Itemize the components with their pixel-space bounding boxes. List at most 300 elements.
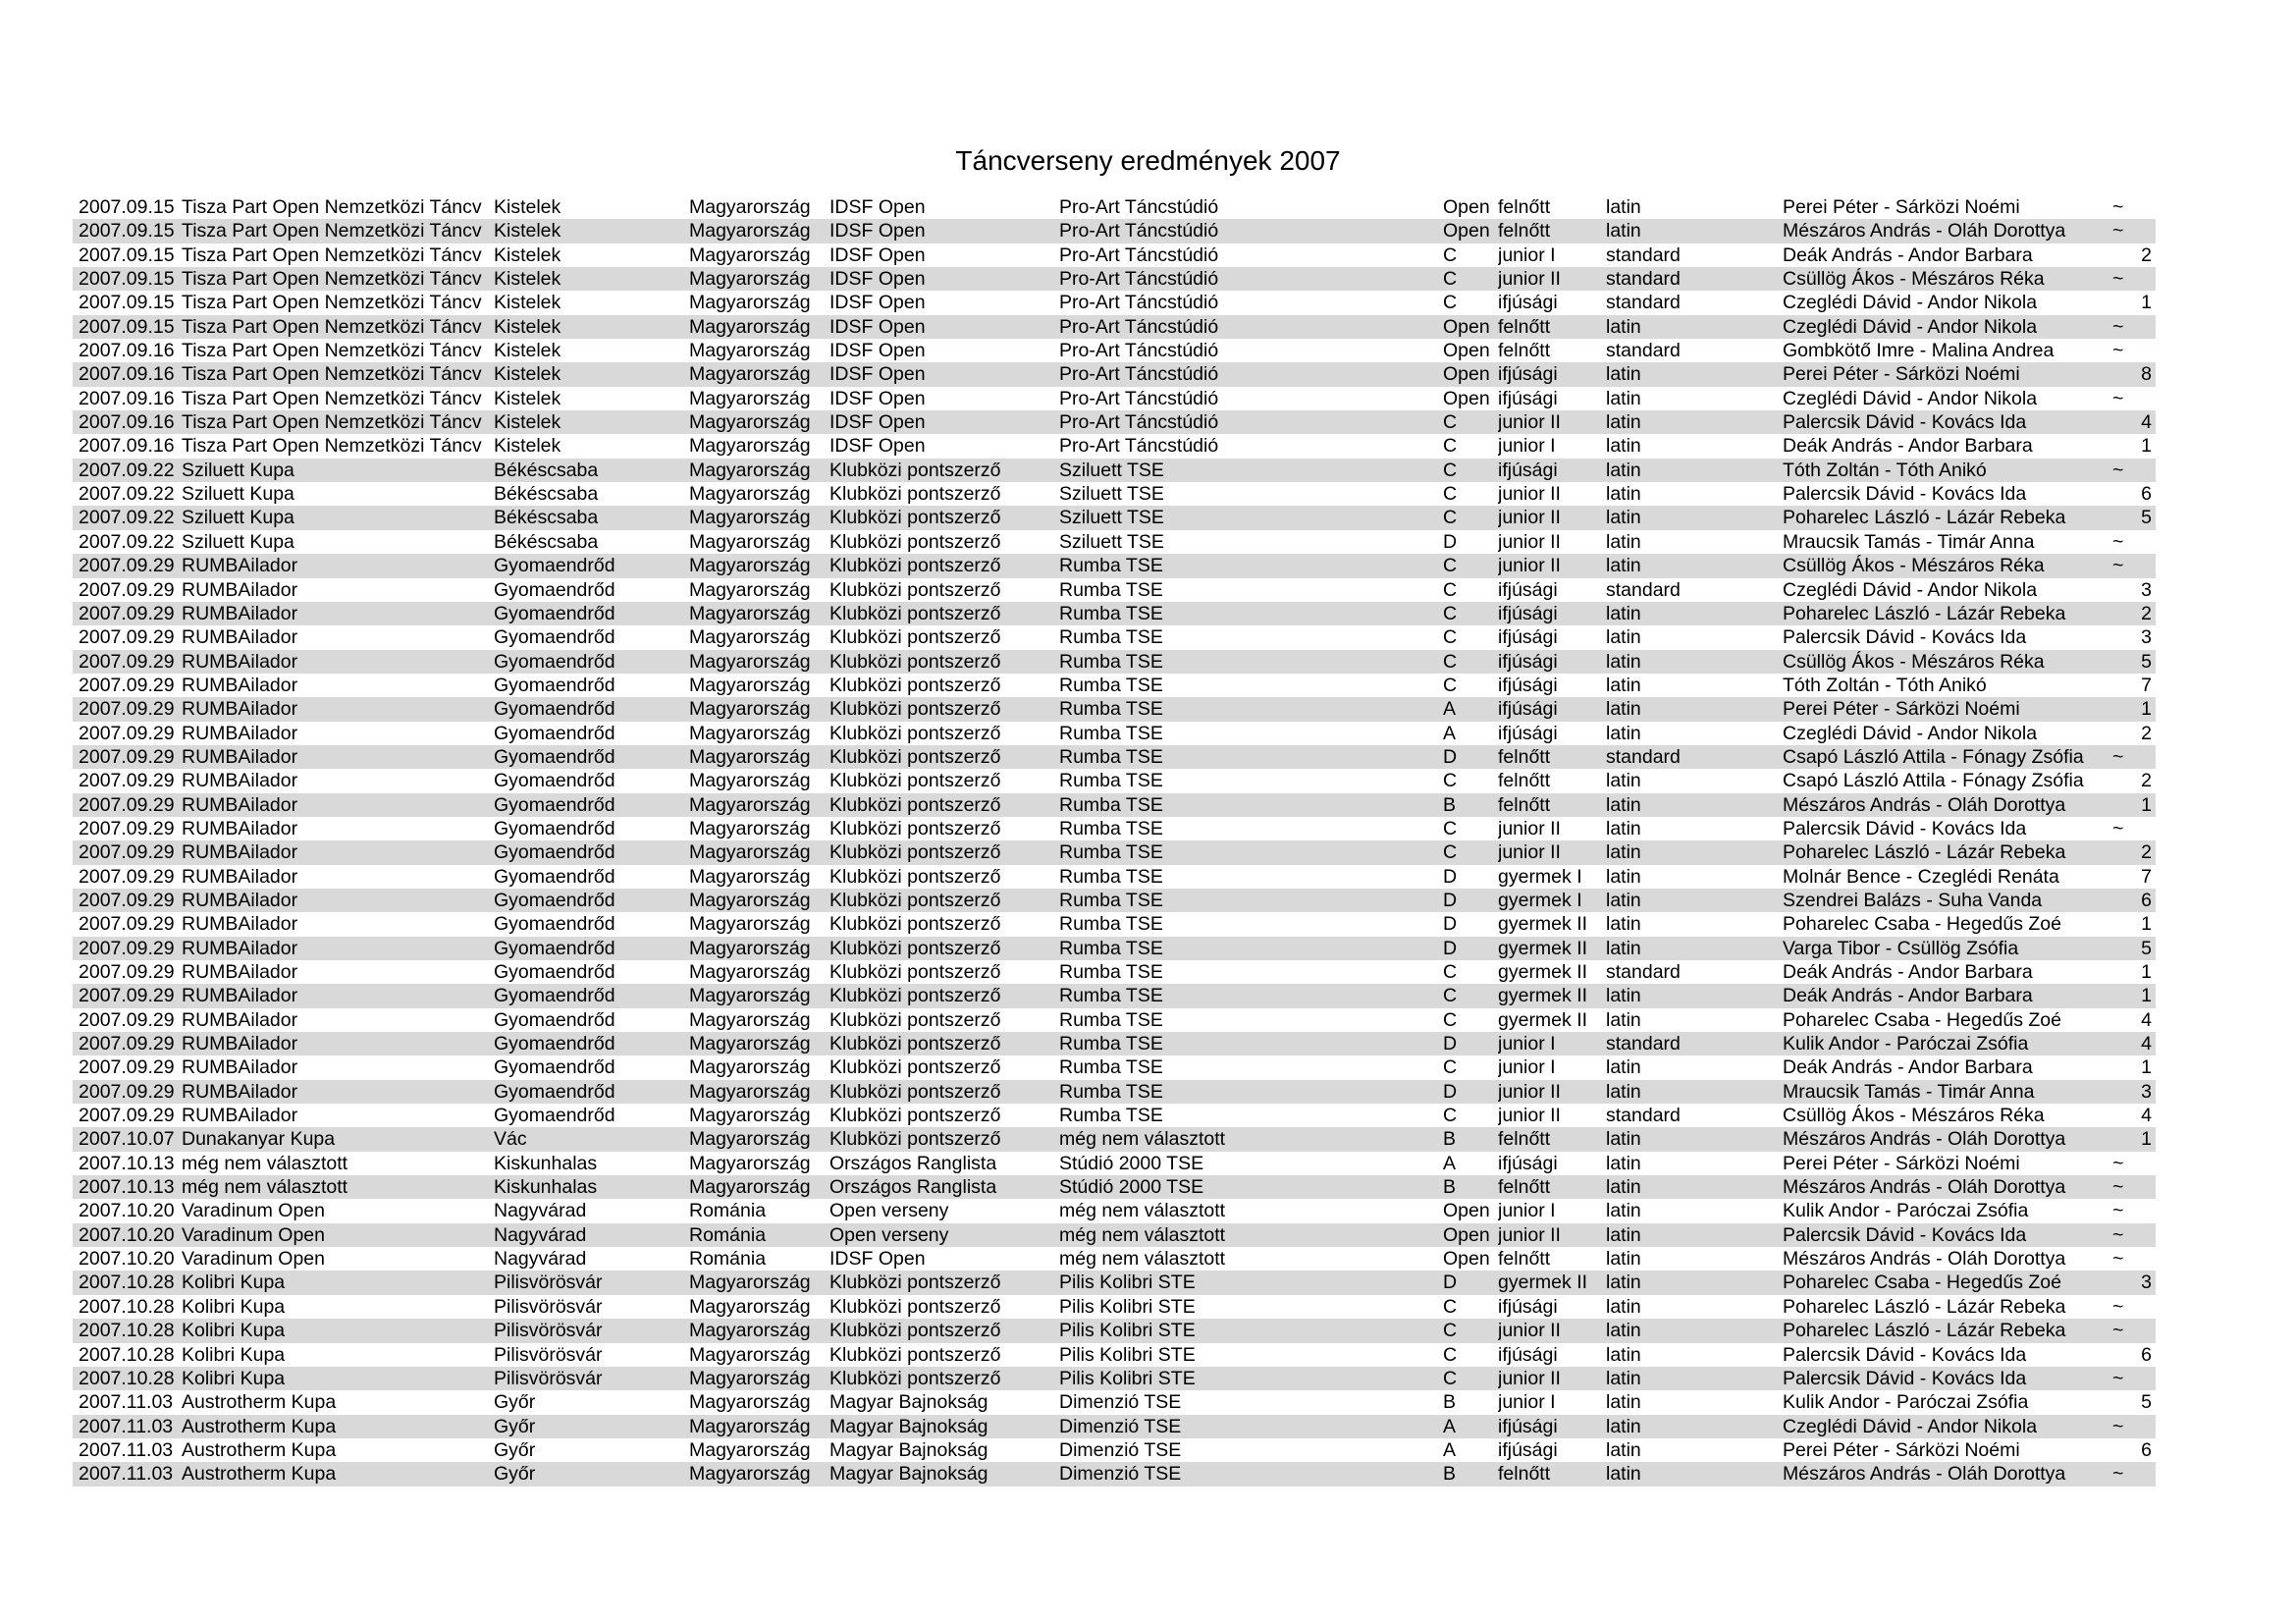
cell-age-group: junior I [1498, 435, 1556, 458]
cell-date: 2007.10.28 [79, 1343, 175, 1366]
cell-category: IDSF Open [829, 387, 926, 409]
cell-competition: RUMBAilador [182, 889, 298, 911]
table-row [73, 722, 2156, 745]
cell-country: Magyarország [689, 196, 811, 218]
cell-couple: Kulik Andor - Paróczai Zsófia [1783, 1391, 2029, 1414]
cell-age-group: junior II [1498, 507, 1561, 529]
cell-couple: Csüllög Ákos - Mészáros Réka [1783, 1105, 2045, 1127]
table-row [73, 243, 2156, 267]
cell-date: 2007.11.03 [79, 1415, 174, 1437]
cell-category: IDSF Open [829, 411, 926, 434]
cell-couple: Poharelec László - Lázár Rebeka [1783, 1320, 2066, 1342]
cell-country: Magyarország [689, 411, 811, 434]
cell-city: Kistelek [494, 292, 561, 314]
cell-city: Nagyvárad [494, 1223, 587, 1246]
cell-date: 2007.09.15 [79, 220, 175, 243]
cell-category: Klubközi pontszerző [829, 650, 1001, 673]
cell-category: Klubközi pontszerző [829, 865, 1001, 888]
cell-style: latin [1606, 1367, 1641, 1389]
cell-result: ~ [2112, 1295, 2124, 1318]
cell-class: B [1443, 1128, 1457, 1151]
cell-age-group: gyermek II [1498, 913, 1588, 936]
cell-city: Kistelek [494, 363, 561, 386]
cell-style: latin [1606, 530, 1641, 553]
cell-club: Rumba TSE [1059, 1008, 1163, 1031]
cell-age-group: junior II [1498, 1105, 1561, 1127]
table-row [73, 960, 2156, 984]
cell-country: Magyarország [689, 483, 811, 506]
table-row [73, 1319, 2156, 1342]
cell-competition: Tisza Part Open Nemzetközi Táncv [182, 435, 482, 458]
cell-class: Open [1443, 220, 1490, 243]
cell-city: Kistelek [494, 243, 561, 266]
cell-age-group: junior II [1498, 1367, 1561, 1389]
table-row [73, 865, 2156, 889]
table-row [73, 769, 2156, 792]
cell-city: Kistelek [494, 220, 561, 243]
cell-date: 2007.09.16 [79, 340, 175, 362]
cell-style: standard [1606, 243, 1681, 266]
table-row [73, 1223, 2156, 1247]
cell-date: 2007.09.29 [79, 602, 175, 624]
cell-city: Gyomaendrőd [494, 602, 615, 624]
cell-date: 2007.09.16 [79, 363, 175, 386]
cell-country: Románia [689, 1223, 767, 1246]
cell-couple: Deák András - Andor Barbara [1783, 1056, 2033, 1079]
cell-date: 2007.09.29 [79, 793, 175, 816]
cell-class: C [1443, 1295, 1458, 1318]
cell-country: Magyarország [689, 602, 811, 624]
table-row [73, 650, 2156, 674]
cell-city: Gyomaendrőd [494, 674, 615, 696]
table-row [73, 1343, 2156, 1367]
cell-class: D [1443, 1080, 1458, 1103]
cell-age-group: junior I [1498, 1033, 1556, 1055]
cell-date: 2007.09.16 [79, 387, 175, 409]
cell-competition: Tisza Part Open Nemzetközi Táncv [182, 292, 482, 314]
cell-class: A [1443, 1438, 1457, 1461]
cell-result: 5 [2141, 650, 2152, 673]
cell-class: D [1443, 913, 1458, 936]
cell-club: Rumba TSE [1059, 626, 1163, 649]
cell-result: ~ [2112, 1415, 2124, 1437]
table-row [73, 793, 2156, 817]
cell-club: Pro-Art Táncstúdió [1059, 268, 1219, 291]
cell-style: latin [1606, 411, 1641, 434]
cell-city: Békéscsaba [494, 507, 599, 529]
cell-club: Pro-Art Táncstúdió [1059, 196, 1219, 218]
table-row [73, 697, 2156, 721]
table-row [73, 1104, 2156, 1127]
cell-age-group: ifjúsági [1498, 674, 1558, 696]
table-row [73, 1247, 2156, 1271]
cell-city: Pilisvörösvár [494, 1295, 603, 1318]
cell-result: ~ [2112, 1152, 2124, 1174]
cell-category: Klubközi pontszerző [829, 889, 1001, 911]
cell-category: Magyar Bajnokság [829, 1415, 988, 1437]
cell-age-group: felnőtt [1498, 1176, 1551, 1199]
cell-result: 7 [2141, 865, 2152, 888]
cell-club: Rumba TSE [1059, 578, 1163, 601]
cell-couple: Csüllög Ákos - Mészáros Réka [1783, 650, 2045, 673]
cell-style: latin [1606, 626, 1641, 649]
cell-couple: Palercsik Dávid - Kovács Ida [1783, 1343, 2027, 1366]
cell-club: még nem választott [1059, 1200, 1226, 1222]
cell-result: 8 [2141, 363, 2152, 386]
cell-style: latin [1606, 937, 1641, 959]
cell-date: 2007.10.20 [79, 1223, 175, 1246]
cell-age-group: junior II [1498, 411, 1561, 434]
cell-style: latin [1606, 1056, 1641, 1079]
cell-style: latin [1606, 1223, 1641, 1246]
cell-club: Pro-Art Táncstúdió [1059, 292, 1219, 314]
cell-city: Kistelek [494, 411, 561, 434]
cell-competition: Kolibri Kupa [182, 1295, 286, 1318]
cell-club: Rumba TSE [1059, 770, 1163, 792]
cell-class: C [1443, 243, 1458, 266]
cell-country: Magyarország [689, 961, 811, 983]
cell-country: Magyarország [689, 770, 811, 792]
cell-couple: Deák András - Andor Barbara [1783, 243, 2033, 266]
cell-class: C [1443, 841, 1458, 864]
cell-class: C [1443, 1008, 1458, 1031]
cell-result: 2 [2141, 841, 2152, 864]
cell-competition: RUMBAilador [182, 1056, 298, 1079]
cell-style: latin [1606, 220, 1641, 243]
cell-city: Gyomaendrőd [494, 841, 615, 864]
cell-couple: Czeglédi Dávid - Andor Nikola [1783, 292, 2038, 314]
table-row [73, 1152, 2156, 1175]
cell-age-group: ifjúsági [1498, 387, 1558, 409]
cell-date: 2007.11.03 [79, 1391, 174, 1414]
cell-competition: RUMBAilador [182, 1105, 298, 1127]
cell-city: Gyomaendrőd [494, 1008, 615, 1031]
cell-date: 2007.09.29 [79, 745, 175, 768]
cell-result: ~ [2112, 340, 2124, 362]
cell-date: 2007.09.29 [79, 913, 175, 936]
cell-category: Klubközi pontszerző [829, 1080, 1001, 1103]
cell-class: C [1443, 674, 1458, 696]
cell-club: még nem választott [1059, 1128, 1226, 1151]
cell-category: IDSF Open [829, 435, 926, 458]
cell-club: Rumba TSE [1059, 793, 1163, 816]
cell-style: latin [1606, 1128, 1641, 1151]
cell-city: Békéscsaba [494, 530, 599, 553]
cell-age-group: felnőtt [1498, 745, 1551, 768]
cell-club: Pilis Kolibri STE [1059, 1343, 1196, 1366]
cell-age-group: ifjúsági [1498, 602, 1558, 624]
cell-age-group: junior II [1498, 817, 1561, 839]
cell-country: Magyarország [689, 555, 811, 577]
cell-couple: Perei Péter - Sárközi Noémi [1783, 1152, 2020, 1174]
cell-result: 7 [2141, 674, 2152, 696]
cell-age-group: felnőtt [1498, 340, 1551, 362]
cell-age-group: junior I [1498, 243, 1556, 266]
table-row [73, 578, 2156, 602]
cell-country: Magyarország [689, 1463, 811, 1486]
cell-style: latin [1606, 435, 1641, 458]
table-row [73, 530, 2156, 554]
cell-result: 4 [2141, 1008, 2152, 1031]
cell-city: Kistelek [494, 387, 561, 409]
cell-club: Stúdió 2000 TSE [1059, 1176, 1204, 1199]
cell-age-group: felnőtt [1498, 315, 1551, 338]
cell-age-group: junior II [1498, 268, 1561, 291]
cell-age-group: junior I [1498, 1056, 1556, 1079]
cell-country: Magyarország [689, 340, 811, 362]
cell-result: ~ [2112, 387, 2124, 409]
cell-class: C [1443, 435, 1458, 458]
cell-club: Rumba TSE [1059, 602, 1163, 624]
cell-club: Rumba TSE [1059, 817, 1163, 839]
cell-category: IDSF Open [829, 243, 926, 266]
cell-date: 2007.09.29 [79, 698, 175, 721]
cell-competition: Sziluett Kupa [182, 507, 294, 529]
cell-country: Magyarország [689, 626, 811, 649]
cell-club: Pro-Art Táncstúdió [1059, 435, 1219, 458]
cell-club: Pro-Art Táncstúdió [1059, 243, 1219, 266]
results-table [73, 195, 2156, 1487]
cell-class: C [1443, 626, 1458, 649]
cell-competition: Tisza Part Open Nemzetközi Táncv [182, 220, 482, 243]
cell-result: ~ [2112, 220, 2124, 243]
cell-competition: Austrotherm Kupa [182, 1438, 337, 1461]
cell-class: Open [1443, 315, 1490, 338]
cell-age-group: gyermek II [1498, 961, 1588, 983]
cell-country: Magyarország [689, 865, 811, 888]
cell-competition: Tisza Part Open Nemzetközi Táncv [182, 387, 482, 409]
cell-class: C [1443, 483, 1458, 506]
cell-style: latin [1606, 985, 1641, 1007]
cell-country: Magyarország [689, 650, 811, 673]
cell-class: A [1443, 722, 1457, 744]
cell-club: Pro-Art Táncstúdió [1059, 363, 1219, 386]
cell-age-group: ifjúsági [1498, 722, 1558, 744]
cell-category: Klubközi pontszerző [829, 745, 1001, 768]
cell-country: Magyarország [689, 1271, 811, 1294]
cell-result: ~ [2112, 1248, 2124, 1271]
table-row [73, 339, 2156, 362]
cell-couple: Perei Péter - Sárközi Noémi [1783, 698, 2020, 721]
cell-competition: Austrotherm Kupa [182, 1391, 337, 1414]
cell-style: latin [1606, 483, 1641, 506]
cell-class: D [1443, 745, 1458, 768]
cell-class: C [1443, 961, 1458, 983]
cell-class: A [1443, 698, 1457, 721]
cell-result: ~ [2112, 745, 2124, 768]
cell-competition: RUMBAilador [182, 865, 298, 888]
cell-city: Gyomaendrőd [494, 698, 615, 721]
cell-couple: Csüllög Ákos - Mészáros Réka [1783, 268, 2045, 291]
cell-result: 5 [2141, 507, 2152, 529]
cell-date: 2007.10.07 [79, 1128, 175, 1151]
cell-result: 4 [2141, 1033, 2152, 1055]
cell-style: latin [1606, 1008, 1641, 1031]
cell-style: latin [1606, 817, 1641, 839]
cell-country: Magyarország [689, 698, 811, 721]
cell-club: Rumba TSE [1059, 650, 1163, 673]
cell-age-group: junior II [1498, 841, 1561, 864]
cell-couple: Poharelec László - Lázár Rebeka [1783, 1295, 2066, 1318]
cell-class: C [1443, 650, 1458, 673]
cell-category: Magyar Bajnokság [829, 1438, 988, 1461]
cell-result: 4 [2141, 1105, 2152, 1127]
cell-category: Klubközi pontszerző [829, 793, 1001, 816]
cell-date: 2007.10.28 [79, 1367, 175, 1389]
cell-result: 1 [2141, 1128, 2152, 1151]
cell-category: Klubközi pontszerző [829, 1367, 1001, 1389]
cell-city: Békéscsaba [494, 483, 599, 506]
cell-style: latin [1606, 459, 1641, 481]
cell-result: 1 [2141, 435, 2152, 458]
cell-couple: Palercsik Dávid - Kovács Ida [1783, 1367, 2027, 1389]
cell-country: Magyarország [689, 1080, 811, 1103]
cell-class: C [1443, 770, 1458, 792]
cell-class: C [1443, 985, 1458, 1007]
table-row [73, 984, 2156, 1007]
cell-club: Pilis Kolibri STE [1059, 1367, 1196, 1389]
cell-age-group: gyermek II [1498, 937, 1588, 959]
cell-couple: Tóth Zoltán - Tóth Anikó [1783, 459, 1987, 481]
cell-age-group: felnőtt [1498, 196, 1551, 218]
cell-date: 2007.09.15 [79, 292, 175, 314]
cell-style: latin [1606, 1152, 1641, 1174]
cell-style: latin [1606, 1438, 1641, 1461]
cell-category: Klubközi pontszerző [829, 817, 1001, 839]
cell-class: D [1443, 1271, 1458, 1294]
cell-result: 2 [2141, 770, 2152, 792]
cell-date: 2007.11.03 [79, 1438, 174, 1461]
table-row [73, 840, 2156, 864]
cell-date: 2007.09.29 [79, 1105, 175, 1127]
cell-competition: Kolibri Kupa [182, 1367, 286, 1389]
cell-category: Open verseny [829, 1200, 949, 1222]
cell-city: Gyomaendrőd [494, 817, 615, 839]
cell-category: IDSF Open [829, 268, 926, 291]
table-row [73, 1438, 2156, 1462]
cell-category: Magyar Bajnokság [829, 1391, 988, 1414]
cell-category: Klubközi pontszerző [829, 1343, 1001, 1366]
cell-style: latin [1606, 196, 1641, 218]
cell-result: 6 [2141, 483, 2152, 506]
cell-couple: Mészáros András - Oláh Dorottya [1783, 1463, 2066, 1486]
table-row [73, 889, 2156, 912]
cell-class: D [1443, 937, 1458, 959]
cell-couple: Mészáros András - Oláh Dorottya [1783, 220, 2066, 243]
cell-category: Klubközi pontszerző [829, 985, 1001, 1007]
table-row [73, 1462, 2156, 1486]
cell-style: latin [1606, 841, 1641, 864]
cell-result: 6 [2141, 1343, 2152, 1366]
cell-country: Magyarország [689, 985, 811, 1007]
cell-country: Magyarország [689, 530, 811, 553]
cell-country: Magyarország [689, 1367, 811, 1389]
cell-club: Rumba TSE [1059, 674, 1163, 696]
cell-date: 2007.09.29 [79, 722, 175, 744]
cell-city: Kistelek [494, 435, 561, 458]
cell-result: 1 [2141, 961, 2152, 983]
cell-style: latin [1606, 1200, 1641, 1222]
table-row [73, 362, 2156, 386]
cell-country: Magyarország [689, 578, 811, 601]
cell-club: Rumba TSE [1059, 1105, 1163, 1127]
cell-category: IDSF Open [829, 1248, 926, 1271]
cell-couple: Poharelec Csaba - Hegedűs Zoé [1783, 1008, 2061, 1031]
cell-club: Pilis Kolibri STE [1059, 1295, 1196, 1318]
cell-style: standard [1606, 578, 1681, 601]
cell-class: C [1443, 507, 1458, 529]
cell-competition: Tisza Part Open Nemzetközi Táncv [182, 315, 482, 338]
table-row [73, 482, 2156, 506]
table-row [73, 1032, 2156, 1055]
cell-competition: még nem választott [182, 1152, 348, 1174]
cell-result: 5 [2141, 937, 2152, 959]
cell-couple: Kulik Andor - Paróczai Zsófia [1783, 1200, 2029, 1222]
cell-category: Klubközi pontszerző [829, 770, 1001, 792]
table-row [73, 387, 2156, 410]
cell-date: 2007.09.22 [79, 507, 175, 529]
cell-category: Klubközi pontszerző [829, 578, 1001, 601]
cell-date: 2007.10.28 [79, 1295, 175, 1318]
cell-date: 2007.10.28 [79, 1271, 175, 1294]
cell-club: Rumba TSE [1059, 1080, 1163, 1103]
cell-class: Open [1443, 1248, 1490, 1271]
cell-country: Románia [689, 1200, 767, 1222]
cell-couple: Perei Péter - Sárközi Noémi [1783, 363, 2020, 386]
cell-couple: Mraucsik Tamás - Timár Anna [1783, 1080, 2035, 1103]
cell-style: latin [1606, 1248, 1641, 1271]
cell-result: ~ [2112, 1176, 2124, 1199]
cell-result: ~ [2112, 315, 2124, 338]
cell-class: A [1443, 1415, 1457, 1437]
cell-style: latin [1606, 1080, 1641, 1103]
cell-couple: Palercsik Dávid - Kovács Ida [1783, 483, 2027, 506]
table-row [73, 1080, 2156, 1104]
cell-couple: Mészáros András - Oláh Dorottya [1783, 793, 2066, 816]
cell-category: Klubközi pontszerző [829, 1033, 1001, 1055]
cell-class: Open [1443, 363, 1490, 386]
page-title: Táncverseny eredmények 2007 [955, 145, 1341, 176]
table-row [73, 195, 2156, 219]
cell-style: latin [1606, 1271, 1641, 1294]
cell-country: Magyarország [689, 745, 811, 768]
table-row [73, 1199, 2156, 1222]
cell-country: Magyarország [689, 363, 811, 386]
cell-style: latin [1606, 865, 1641, 888]
cell-style: standard [1606, 268, 1681, 291]
cell-category: Klubközi pontszerző [829, 459, 1001, 481]
cell-couple: Czeglédi Dávid - Andor Nikola [1783, 1415, 2038, 1437]
cell-category: Országos Ranglista [829, 1176, 997, 1199]
cell-date: 2007.09.22 [79, 483, 175, 506]
cell-couple: Szendrei Balázs - Suha Vanda [1783, 889, 2043, 911]
cell-style: latin [1606, 1343, 1641, 1366]
cell-result: ~ [2112, 1463, 2124, 1486]
cell-result: 2 [2141, 243, 2152, 266]
cell-date: 2007.09.29 [79, 1056, 175, 1079]
table-row [73, 410, 2156, 434]
cell-city: Gyomaendrőd [494, 889, 615, 911]
cell-competition: Varadinum Open [182, 1248, 325, 1271]
cell-country: Magyarország [689, 793, 811, 816]
cell-class: B [1443, 1176, 1457, 1199]
cell-country: Magyarország [689, 1105, 811, 1127]
cell-date: 2007.10.20 [79, 1200, 175, 1222]
cell-city: Kistelek [494, 196, 561, 218]
cell-category: Klubközi pontszerző [829, 698, 1001, 721]
cell-club: Sziluett TSE [1059, 459, 1164, 481]
cell-club: Sziluett TSE [1059, 483, 1164, 506]
